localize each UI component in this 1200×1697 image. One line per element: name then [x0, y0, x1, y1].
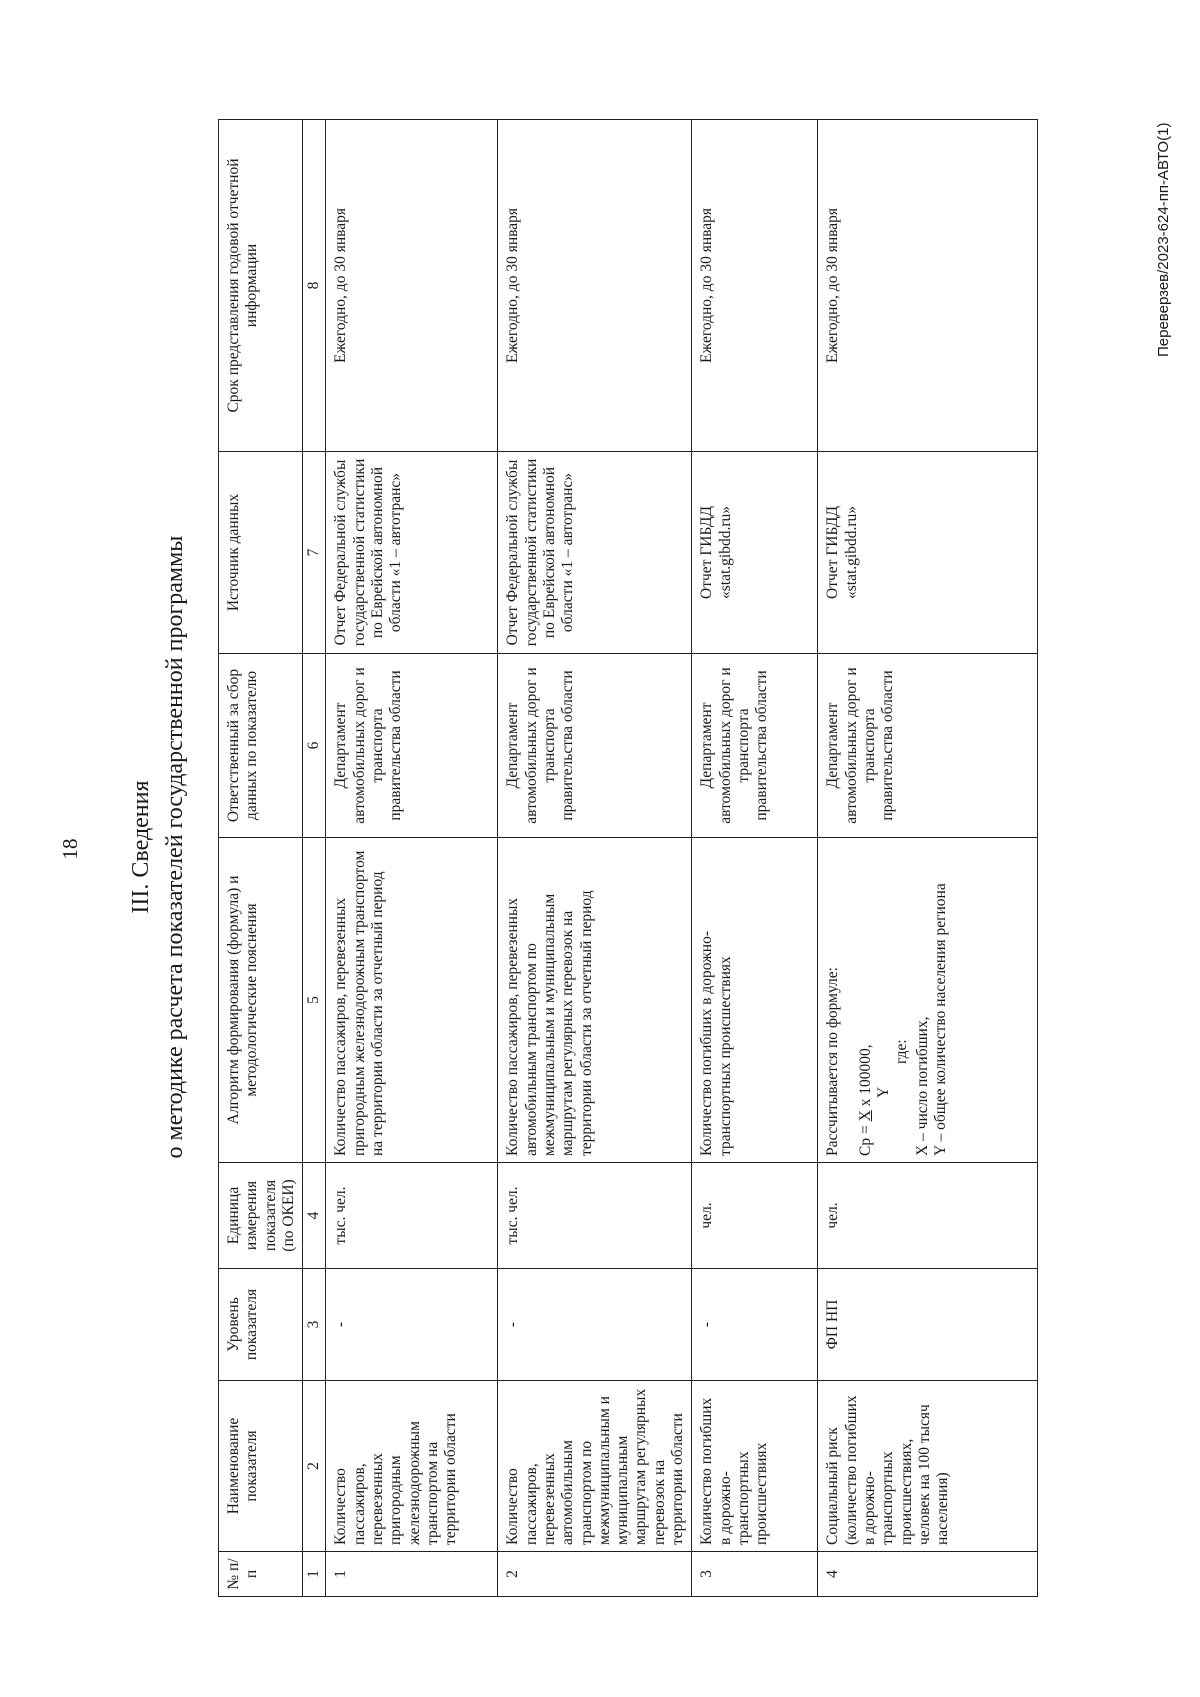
- table-header-row: [219, 120, 303, 1597]
- row-number: 4: [818, 1552, 1038, 1597]
- column-number: 6: [303, 654, 326, 838]
- column-number: 7: [303, 452, 326, 654]
- responsible-party: Департамент автомобильных дорог и транспорта правительства области: [326, 654, 498, 838]
- formula-right: x 100000,: [856, 1044, 874, 1111]
- column-number-row: [303, 120, 326, 1597]
- table-row: [692, 120, 818, 1597]
- indicator-algorithm: Количество погибших в дорожно-транспортных происшествиях: [692, 838, 818, 1163]
- data-source: Отчет Федеральной службы государственной статистики по Еврейской автономной области «1 – автотранс»: [326, 452, 498, 654]
- formula-left: Ср =: [856, 1121, 874, 1156]
- responsible-party: Департамент автомобильных дорог и транспорта правительства области: [692, 654, 818, 838]
- report-deadline: Ежегодно, до 30 января: [498, 120, 692, 452]
- document-footer-id: Переверзев/2023-624-пп-АВТО(1): [1155, 122, 1172, 357]
- table-row: [326, 120, 498, 1597]
- header-cell-level: Уровень показателя: [219, 1269, 303, 1381]
- formula-numerator: X: [856, 1110, 874, 1122]
- row-number: 1: [326, 1552, 498, 1597]
- indicator-level: -: [326, 1269, 498, 1381]
- page-number: 18: [58, 838, 82, 860]
- table-row: [498, 120, 692, 1597]
- column-number: 3: [303, 1269, 326, 1381]
- row-number: 3: [692, 1552, 818, 1597]
- indicator-name: Количество пассажиров, перевезенных автомобильным транспортом по межмуниципальным и муниципальным маршрутам регулярных перевозок на территории области: [498, 1381, 692, 1552]
- formula-y-definition: Y – общее количество населения региона: [931, 883, 949, 1156]
- header-cell-deadline: Срок представления годовой отчетной информации: [219, 120, 303, 452]
- table-row: [818, 120, 1038, 1597]
- column-number: 2: [303, 1381, 326, 1552]
- header-cell-responsible: Ответственный за сбор данных по показателю: [219, 654, 303, 838]
- formula-where: где:: [893, 1039, 911, 1064]
- data-source: Отчет ГИБДД «stat.gibdd.ru»: [818, 452, 1038, 654]
- indicator-level: -: [498, 1269, 692, 1381]
- indicator-unit: чел.: [692, 1163, 818, 1269]
- indicator-level: ФП НП: [818, 1269, 1038, 1381]
- indicator-name: Количество пассажиров, перевезенных пригородным железнодорожным транспортом на территории области: [326, 1381, 498, 1552]
- formula-x-definition: X – число погибших,: [913, 1016, 931, 1156]
- data-source: Отчет ГИБДД «stat.gibdd.ru»: [692, 452, 818, 654]
- column-number: 5: [303, 838, 326, 1163]
- indicator-unit: чел.: [818, 1163, 1038, 1269]
- indicator-algorithm: Количество пассажиров, перевезенных автомобильным транспортом по межмуниципальным и муниципальным маршрутам регулярных перевозок на территории области за отчетный период: [498, 838, 692, 1163]
- report-deadline: Ежегодно, до 30 января: [326, 120, 498, 452]
- row-number: 2: [498, 1552, 692, 1597]
- formula-denominator: Y: [874, 1086, 892, 1098]
- header-cell-source: Источник данных: [219, 452, 303, 654]
- column-number: 1: [303, 1552, 326, 1597]
- indicators-table: [218, 119, 1038, 1597]
- indicator-unit: тыс. чел.: [498, 1163, 692, 1269]
- header-cell-algorithm: Алгоритм формирования (формула) и методологические пояснения: [219, 838, 303, 1163]
- report-deadline: Ежегодно, до 30 января: [818, 120, 1038, 452]
- indicator-unit: тыс. чел.: [326, 1163, 498, 1269]
- section-subtitle: о методике расчета показателей государственной программы: [162, 535, 188, 1159]
- report-deadline: Ежегодно, до 30 января: [692, 120, 818, 452]
- header-cell-name: Наименование показателя: [219, 1381, 303, 1552]
- responsible-party: Департамент автомобильных дорог и транспорта правительства области: [498, 654, 692, 838]
- indicator-algorithm: Количество пассажиров, перевезенных пригородным железнодорожным транспортом на территории области за отчетный период: [326, 838, 498, 1163]
- formula: [857, 844, 875, 1156]
- header-cell-unit: Единица измерения показателя (по ОКЕИ): [219, 1163, 303, 1269]
- responsible-party: Департамент автомобильных дорог и транспорта правительства области: [818, 654, 1038, 838]
- column-number: 4: [303, 1163, 326, 1269]
- indicator-name: Количество погибших в дорожно-транспортных происшествиях: [692, 1381, 818, 1552]
- data-source: Отчет Федеральной службы государственной статистики по Еврейской автономной области «1 – автотранс»: [498, 452, 692, 654]
- formula-intro: Рассчитывается по формуле:: [824, 967, 842, 1156]
- indicator-algorithm: [818, 838, 1038, 1163]
- column-number: 8: [303, 120, 326, 452]
- indicator-level: -: [692, 1269, 818, 1381]
- section-title: III. Сведения: [128, 780, 154, 914]
- header-cell-num: № п/п: [219, 1552, 303, 1597]
- indicator-name: Социальный риск (количество погибших в дорожно-транспортных происшествиях, человек на 100 тысяч населения): [818, 1381, 1038, 1552]
